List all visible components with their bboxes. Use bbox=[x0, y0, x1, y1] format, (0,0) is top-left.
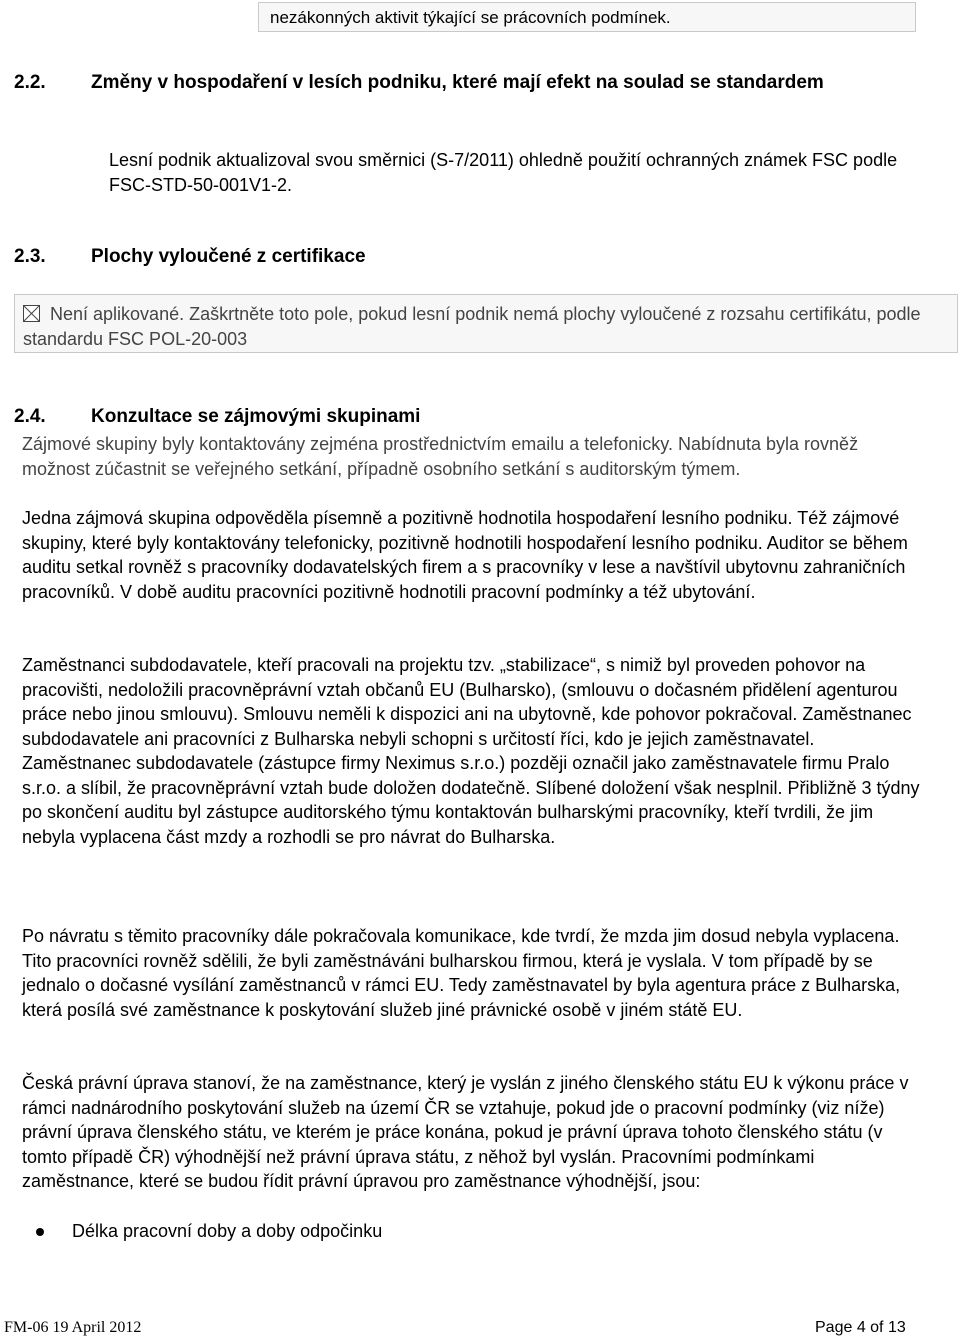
footer-page-number: Page 4 of 13 bbox=[815, 1319, 906, 1336]
consultation-paragraph-5: Česká právní úprava stanoví, že na zaměstnance, který je vyslán z jiného členského státu EU k výkonu práce v rámci nadnárodního poskytování služeb na území ČR se vztahuje, pokud jde o pracovní podmínky (viz níže) právní úprava členského státu, ve kterém je práce konána, pokud je právní úprava tohoto členského státu (v tomto případě ČR) výhodnější než právní úprava státu, z něhož byl vyslán. Pracovními podmínkami zaměstnance, které se budou řídit právní úpravou pro zaměstnance výhodnější, jsou: bbox=[22, 1073, 909, 1191]
top-note-box bbox=[258, 2, 916, 32]
consultation-paragraph-4: Po návratu s těmito pracovníky dále pokračovala komunikace, kde tvrdí, že mzda jim dosud nebyla vyplacena. Tito pracovníci rovněž sdělili, že byli zaměstnáváni bulharskou firmou, která je vyslala. V tom případě by se jednalo o dočasné vysílání zaměstnanců v rámci EU. Tedy zaměstnavatel by byla agentura práce z Bulharska, která posílá své zaměstnance k poskytování služeb jiné právnické osobě v jiném státě EU. bbox=[22, 926, 901, 1020]
section-2-4-title: Konzultace se zájmovými skupinami bbox=[91, 406, 421, 427]
consultation-paragraph-2: Jedna zájmová skupina odpověděla písemně a pozitivně hodnotila hospodaření lesního podniku. Též zájmové skupiny, které byly kontaktovány telefonicky, pozitivně hodnotili hospodaření lesního podniku. Auditor se během auditu setkal rovněž s pracovníky dodavatelských firem a s pracovníky v lese a navštívil ubytovnu zahraničních pracovníků. V době auditu pracovníci pozitivně hodnotili pracovní podmínky a též ubytování. bbox=[22, 508, 908, 602]
working-conditions-list bbox=[22, 1219, 902, 1244]
section-2-2-title: Změny v hospodaření v lesích podniku, které mají efekt na soulad se standardem bbox=[91, 72, 824, 93]
checkbox-label: Není aplikované. bbox=[50, 304, 185, 324]
section-2-3-number: 2.3. bbox=[14, 246, 46, 267]
exclusion-checkbox-text-block bbox=[23, 302, 943, 352]
checked-checkbox-icon[interactable] bbox=[23, 304, 40, 321]
consultation-paragraph-3: Zaměstnanci subdodavatele, kteří pracovali na projektu tzv. „stabilizace“, s nimiž byl proveden pohovor na pracovišti, nedoložili pracovněprávní vztah občanů EU (Bulharsko), (smlouvu o dočasném přidělení agenturou práce nebo jinou smlouvu). Smlouvu neměli k dispozici ani na ubytovně, kde pohovor pokračoval. Zaměstnanec subdodavatele ani pracovníci z Bulharska nebyli schopni s určitostí říci, kdo je jejich zaměstnavatel. Zaměstnanec subdodavatele (zástupce firmy Neximus s.r.o.) později označil jako zaměstnavatele firmu Pralo s.r.o. a slíbil, že pracovněprávní vztah bude doložen dodatečně. Slíbené doložení však nesplnil. Přibližně 3 týdny po skončení auditu byl zástupce auditorského týmu kontaktován bulharskými pracovníky, kteří tvrdili, že jim nebyla vyplacena část mzdy a rozhodli se pro návrat do Bulharska. bbox=[22, 655, 920, 847]
list-item-text: Délka pracovní doby a doby odpočinku bbox=[72, 1221, 383, 1241]
section-2-3-title: Plochy vyloučené z certifikace bbox=[91, 246, 366, 267]
section-2-2-body: Lesní podnik aktualizoval svou směrnici (S-7/2011) ohledně použití ochranných známek FSC podle FSC-STD-50-001V1-2. bbox=[109, 150, 898, 195]
top-note-text: nezákonných aktivit týkající se prácovních podmínek. bbox=[270, 8, 671, 27]
consultation-paragraph-1: Zájmové skupiny byly kontaktovány zejména prostřednictvím emailu a telefonicky. Nabídnuta byla rovněž možnost zúčastnit se veřejného setkání, případně osobního setkání s auditorským týmem. bbox=[22, 434, 859, 479]
section-2-2-number: 2.2. bbox=[14, 72, 46, 93]
bullet-icon bbox=[36, 1228, 44, 1236]
section-2-4-number: 2.4. bbox=[14, 406, 46, 427]
list-item bbox=[22, 1219, 902, 1244]
exclusion-checkbox-box bbox=[14, 294, 958, 353]
checkbox-instruction: Zaškrtněte toto pole, pokud lesní podnik nemá plochy vyloučené z rozsahu certifikátu, podle standardu FSC POL-20-003 bbox=[23, 304, 921, 349]
footer-form-id: FM-06 19 April 2012 bbox=[4, 1319, 142, 1336]
